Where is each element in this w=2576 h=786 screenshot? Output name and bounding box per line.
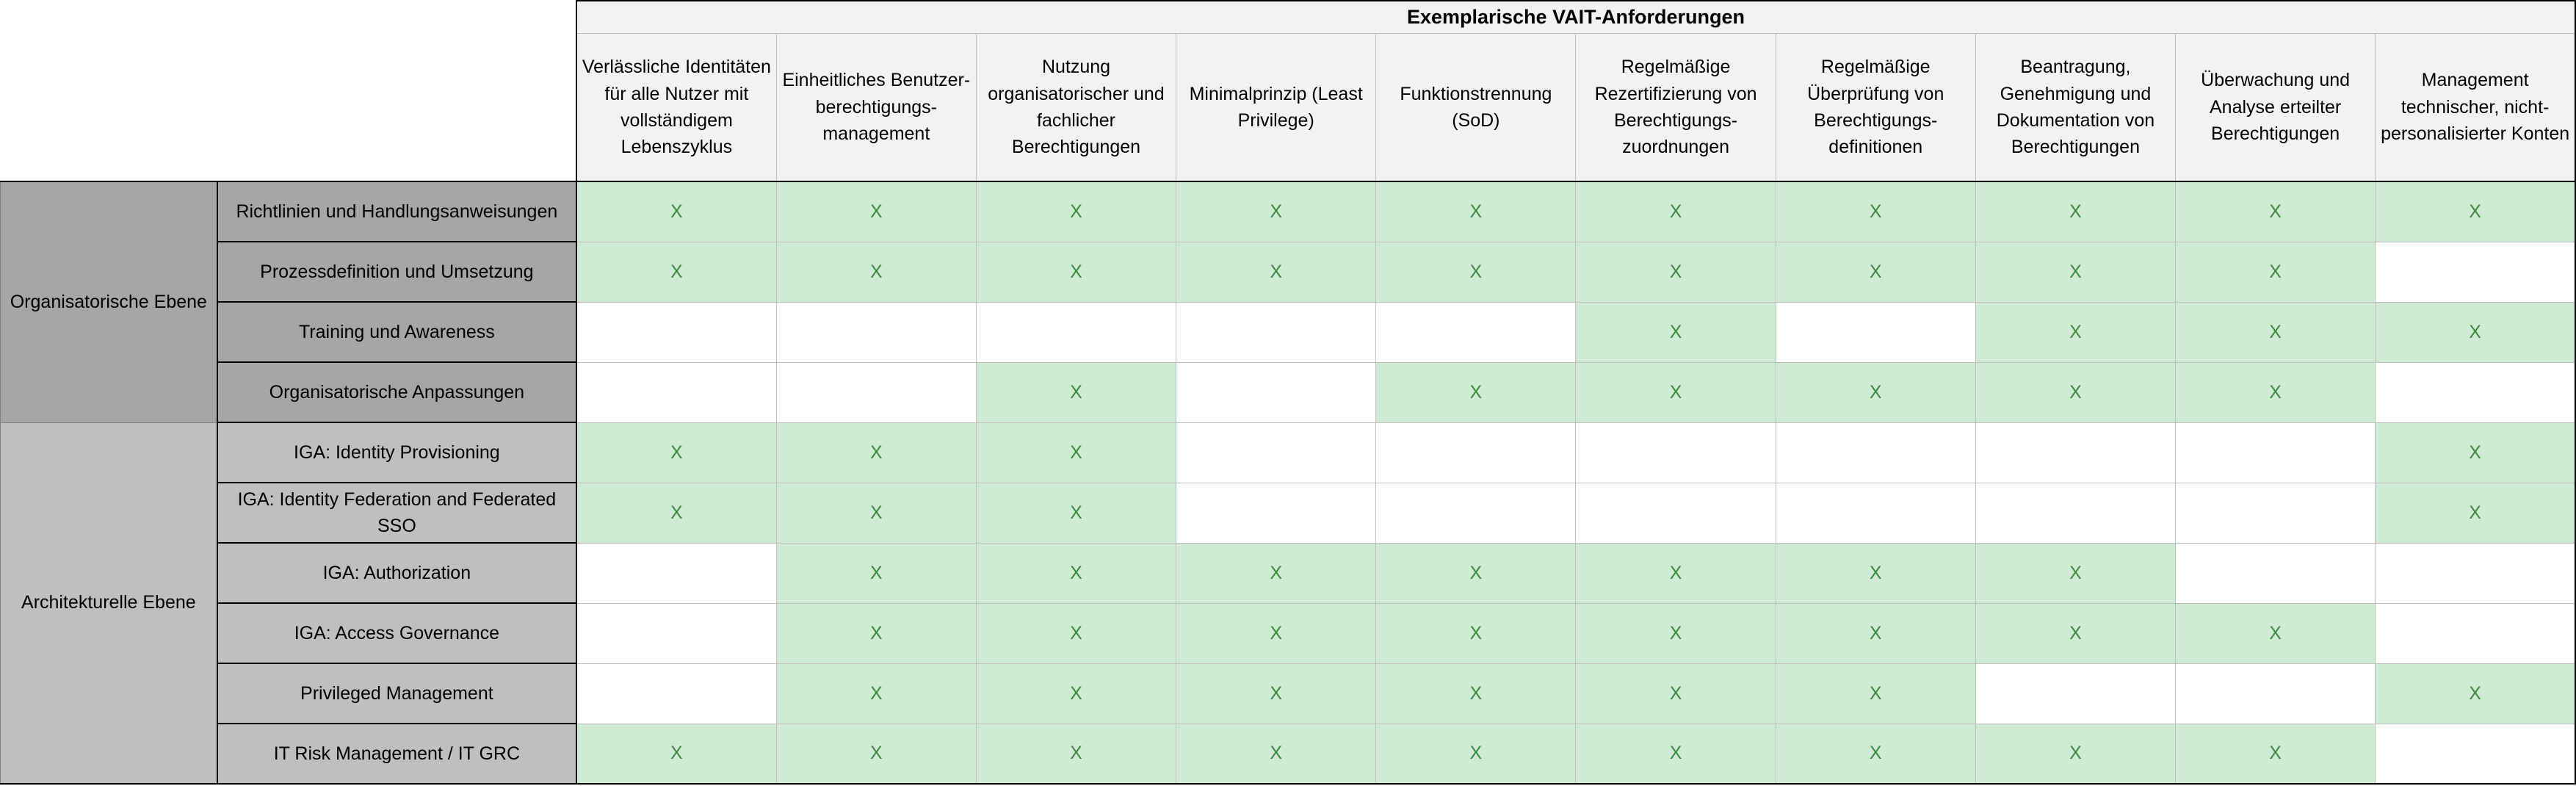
cell-marked: X	[1576, 603, 1776, 663]
cell-marked: X	[776, 603, 976, 663]
cell-marked: X	[1576, 543, 1776, 603]
cell-marked: X	[1776, 603, 1975, 663]
cell-marked: X	[1776, 181, 1975, 242]
cell-marked: X	[976, 483, 1176, 543]
corner-blank-2	[1, 33, 577, 181]
cell-marked: X	[1376, 543, 1576, 603]
cell-marked: X	[576, 483, 776, 543]
cell-empty	[576, 603, 776, 663]
column-header: Funktionstrennung (SoD)	[1376, 33, 1576, 181]
cell-marked: X	[1975, 724, 2175, 784]
cell-marked: X	[776, 422, 976, 483]
cell-empty	[1176, 483, 1376, 543]
cell-marked: X	[576, 422, 776, 483]
cell-empty	[1975, 663, 2175, 724]
cell-empty	[576, 543, 776, 603]
cell-marked: X	[976, 242, 1176, 302]
row-label: IGA: Identity Federation and Federated SSO	[217, 483, 576, 543]
cell-empty	[1176, 302, 1376, 362]
cell-marked: X	[2376, 302, 2575, 362]
cell-marked: X	[2176, 724, 2376, 784]
row-label: IGA: Identity Provisioning	[217, 422, 576, 483]
corner-blank	[1, 1, 577, 33]
cell-marked: X	[1576, 302, 1776, 362]
cell-marked: X	[1376, 724, 1576, 784]
cell-marked: X	[776, 242, 976, 302]
cell-marked: X	[1576, 724, 1776, 784]
column-header: Regelmäßige Überprüfung von Berechtigungs-definitionen	[1776, 33, 1975, 181]
cell-empty	[1176, 422, 1376, 483]
cell-empty	[2176, 663, 2376, 724]
cell-marked: X	[2176, 603, 2376, 663]
cell-marked: X	[976, 362, 1176, 422]
column-header: Beantragung, Genehmigung und Dokumentation von Berechtigungen	[1975, 33, 2175, 181]
cell-marked: X	[976, 422, 1176, 483]
column-header: Verlässliche Identitäten für alle Nutzer mit vollständigem Lebenszyklus	[576, 33, 776, 181]
cell-marked: X	[1576, 362, 1776, 422]
cell-marked: X	[1376, 603, 1576, 663]
cell-empty	[2376, 543, 2575, 603]
cell-marked: X	[1975, 242, 2175, 302]
cell-marked: X	[976, 543, 1176, 603]
cell-marked: X	[1376, 362, 1576, 422]
table-row	[1, 483, 2576, 543]
cell-marked: X	[776, 483, 976, 543]
column-header: Nutzung organisatorischer und fachlicher Berechtigungen	[976, 33, 1176, 181]
table-title: Exemplarische VAIT-Anforderungen	[576, 1, 2575, 33]
cell-empty	[1576, 422, 1776, 483]
cell-marked: X	[1176, 724, 1376, 784]
cell-empty	[776, 362, 976, 422]
cell-marked: X	[1776, 724, 1975, 784]
cell-marked: X	[976, 603, 1176, 663]
cell-empty	[576, 663, 776, 724]
group-label: Organisatorische Ebene	[1, 181, 217, 422]
cell-marked: X	[1975, 302, 2175, 362]
cell-empty	[576, 362, 776, 422]
cell-marked: X	[976, 663, 1176, 724]
row-label: Prozessdefinition und Umsetzung	[217, 242, 576, 302]
group-label: Architekturelle Ebene	[1, 422, 217, 784]
cell-marked: X	[1975, 181, 2175, 242]
row-label: Privileged Management	[217, 663, 576, 724]
cell-empty	[1776, 302, 1975, 362]
cell-marked: X	[1975, 603, 2175, 663]
cell-marked: X	[576, 181, 776, 242]
cell-empty	[1576, 483, 1776, 543]
table-row	[1, 663, 2576, 724]
cell-marked: X	[1975, 543, 2175, 603]
row-label: IGA: Authorization	[217, 543, 576, 603]
cell-marked: X	[1176, 242, 1376, 302]
row-label: IGA: Access Governance	[217, 603, 576, 663]
cell-marked: X	[2376, 422, 2575, 483]
table-row	[1, 302, 2576, 362]
cell-marked: X	[776, 181, 976, 242]
table-row	[1, 181, 2576, 242]
row-label: IT Risk Management / IT GRC	[217, 724, 576, 784]
cell-empty	[1176, 362, 1376, 422]
cell-marked: X	[976, 724, 1176, 784]
cell-marked: X	[2376, 181, 2575, 242]
cell-empty	[2376, 724, 2575, 784]
column-header: Management technischer, nicht-personalisierter Konten	[2376, 33, 2575, 181]
cell-marked: X	[1376, 663, 1576, 724]
cell-marked: X	[1776, 663, 1975, 724]
cell-marked: X	[1376, 181, 1576, 242]
cell-empty	[2376, 362, 2575, 422]
column-header: Überwachung und Analyse erteilter Berechtigungen	[2176, 33, 2376, 181]
row-label: Training und Awareness	[217, 302, 576, 362]
cell-marked: X	[1576, 242, 1776, 302]
cell-marked: X	[1776, 362, 1975, 422]
cell-empty	[2176, 543, 2376, 603]
column-header: Minimalprinzip (Least Privilege)	[1176, 33, 1376, 181]
cell-empty	[2176, 483, 2376, 543]
cell-empty	[1376, 302, 1576, 362]
cell-marked: X	[1176, 603, 1376, 663]
row-label: Richtlinien und Handlungsanweisungen	[217, 181, 576, 242]
cell-marked: X	[1576, 663, 1776, 724]
row-label: Organisatorische Anpassungen	[217, 362, 576, 422]
cell-marked: X	[576, 242, 776, 302]
cell-marked: X	[776, 724, 976, 784]
table-row	[1, 543, 2576, 603]
cell-marked: X	[2176, 181, 2376, 242]
cell-marked: X	[2176, 362, 2376, 422]
cell-marked: X	[2176, 302, 2376, 362]
cell-empty	[976, 302, 1176, 362]
cell-marked: X	[1176, 663, 1376, 724]
cell-marked: X	[776, 543, 976, 603]
column-header: Regelmäßige Rezertifizierung von Berechtigungs-zuordnungen	[1576, 33, 1776, 181]
cell-empty	[1776, 483, 1975, 543]
cell-marked: X	[1776, 242, 1975, 302]
cell-marked: X	[1176, 181, 1376, 242]
table-row	[1, 724, 2576, 784]
cell-marked: X	[1376, 242, 1576, 302]
cell-empty	[1776, 422, 1975, 483]
column-header: Einheitliches Benutzer-berechtigungs-management	[776, 33, 976, 181]
cell-empty	[2176, 422, 2376, 483]
cell-empty	[1975, 422, 2175, 483]
table-row	[1, 242, 2576, 302]
cell-marked: X	[2376, 663, 2575, 724]
cell-empty	[2376, 242, 2575, 302]
cell-empty	[1376, 483, 1576, 543]
cell-marked: X	[1576, 181, 1776, 242]
cell-empty	[2376, 603, 2575, 663]
cell-empty	[776, 302, 976, 362]
cell-marked: X	[776, 663, 976, 724]
cell-marked: X	[976, 181, 1176, 242]
cell-empty	[576, 302, 776, 362]
cell-marked: X	[576, 724, 776, 784]
cell-marked: X	[2176, 242, 2376, 302]
cell-marked: X	[1176, 543, 1376, 603]
table-row	[1, 603, 2576, 663]
cell-marked: X	[2376, 483, 2575, 543]
cell-empty	[1376, 422, 1576, 483]
table-row	[1, 422, 2576, 483]
table-row	[1, 362, 2576, 422]
cell-marked: X	[1776, 543, 1975, 603]
cell-empty	[1975, 483, 2175, 543]
cell-marked: X	[1975, 362, 2175, 422]
